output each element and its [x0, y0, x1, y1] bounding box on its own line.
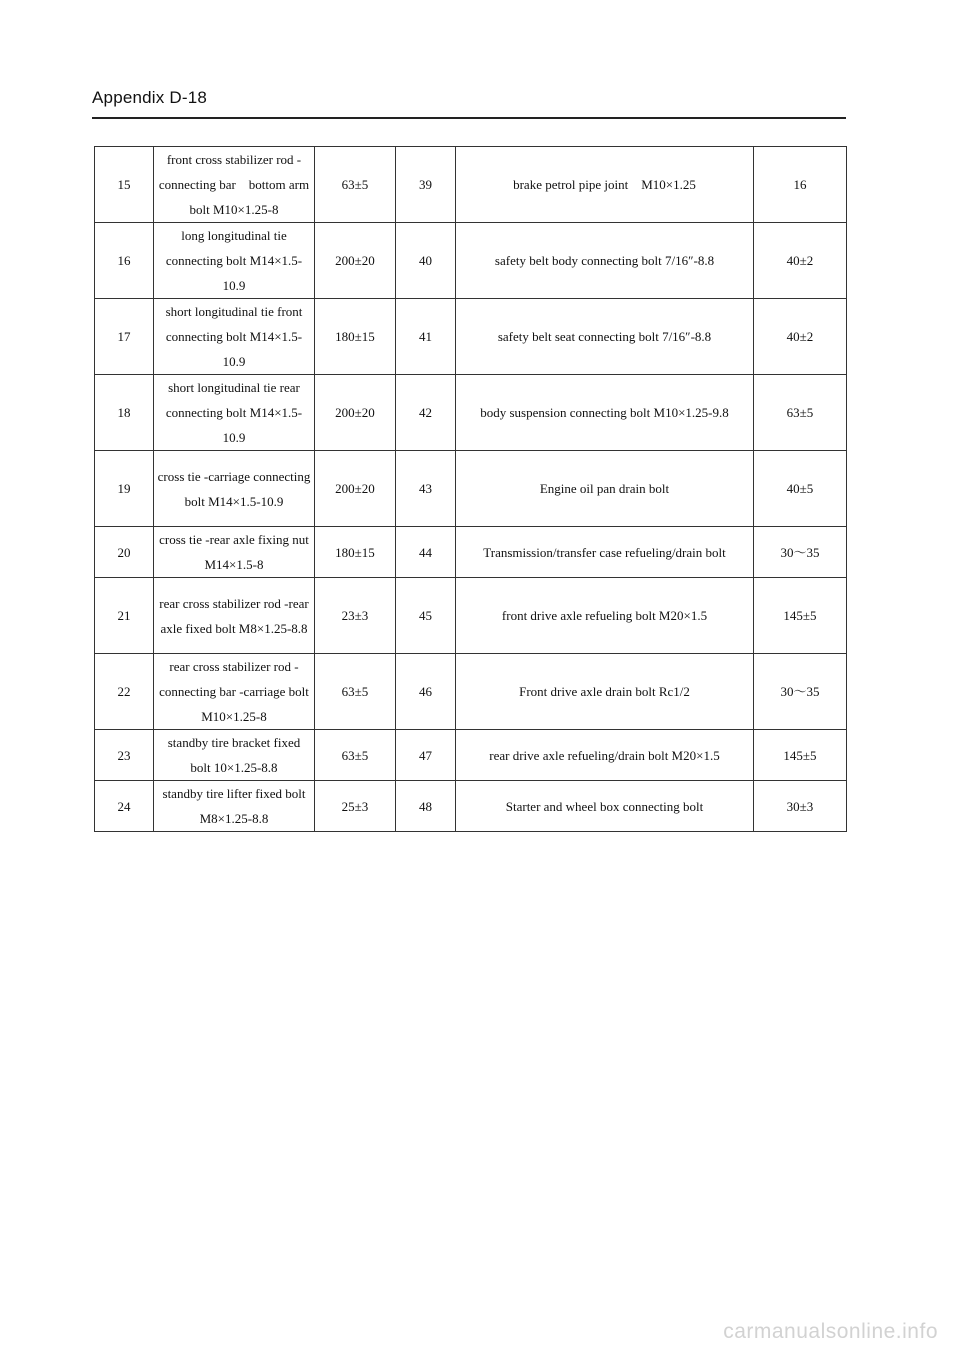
fastener-name: Starter and wheel box connecting bolt — [456, 781, 754, 832]
fastener-name: rear drive axle refueling/drain bolt M20×1.5 — [456, 730, 754, 781]
torque-value: 145±5 — [754, 730, 847, 781]
table-row — [95, 781, 847, 832]
item-number: 40 — [396, 223, 456, 299]
fastener-name: cross tie -rear axle fixing nut M14×1.5-8 — [154, 527, 315, 578]
table-row — [95, 147, 847, 223]
item-number: 22 — [95, 654, 154, 730]
item-number: 46 — [396, 654, 456, 730]
fastener-name: standby tire lifter fixed bolt M8×1.25-8.8 — [154, 781, 315, 832]
fastener-name: brake petrol pipe joint M10×1.25 — [456, 147, 754, 223]
item-number: 47 — [396, 730, 456, 781]
table-row — [95, 578, 847, 654]
table-row — [95, 451, 847, 527]
torque-value: 40±5 — [754, 451, 847, 527]
torque-value: 63±5 — [315, 147, 396, 223]
page-header: Appendix D-18 — [92, 88, 208, 107]
item-number: 42 — [396, 375, 456, 451]
fastener-name: short longitudinal tie front connecting bolt M14×1.5-10.9 — [154, 299, 315, 375]
torque-value: 40±2 — [754, 223, 847, 299]
torque-value: 30±3 — [754, 781, 847, 832]
fastener-name: long longitudinal tie connecting bolt M14×1.5-10.9 — [154, 223, 315, 299]
item-number: 16 — [95, 223, 154, 299]
watermark: carmanualsonline.info — [723, 1320, 938, 1343]
torque-value: 145±5 — [754, 578, 847, 654]
fastener-name: front cross stabilizer rod -connecting bar bottom arm bolt M10×1.25-8 — [154, 147, 315, 223]
table-row — [95, 654, 847, 730]
item-number: 44 — [396, 527, 456, 578]
table-row — [95, 527, 847, 578]
fastener-name: standby tire bracket fixed bolt 10×1.25-8.8 — [154, 730, 315, 781]
fastener-name: rear cross stabilizer rod -rear axle fixed bolt M8×1.25-8.8 — [154, 578, 315, 654]
torque-value: 23±3 — [315, 578, 396, 654]
fastener-name: short longitudinal tie rear connecting bolt M14×1.5-10.9 — [154, 375, 315, 451]
fastener-name: cross tie -carriage connecting bolt M14×1.5-10.9 — [154, 451, 315, 527]
header-rule — [92, 117, 846, 119]
item-number: 23 — [95, 730, 154, 781]
torque-value: 200±20 — [315, 223, 396, 299]
item-number: 15 — [95, 147, 154, 223]
item-number: 20 — [95, 527, 154, 578]
torque-value: 25±3 — [315, 781, 396, 832]
item-number: 24 — [95, 781, 154, 832]
item-number: 21 — [95, 578, 154, 654]
table-row — [95, 223, 847, 299]
torque-value: 63±5 — [315, 654, 396, 730]
fastener-name: rear cross stabilizer rod -connecting bar -carriage bolt M10×1.25-8 — [154, 654, 315, 730]
torque-value: 30～35 — [754, 654, 847, 730]
torque-value: 63±5 — [315, 730, 396, 781]
torque-value: 30～35 — [754, 527, 847, 578]
table-row — [95, 375, 847, 451]
fastener-name: body suspension connecting bolt M10×1.25-9.8 — [456, 375, 754, 451]
torque-value: 200±20 — [315, 375, 396, 451]
fastener-name: front drive axle refueling bolt M20×1.5 — [456, 578, 754, 654]
item-number: 17 — [95, 299, 154, 375]
fastener-name: safety belt seat connecting bolt 7/16″-8.8 — [456, 299, 754, 375]
torque-value: 200±20 — [315, 451, 396, 527]
item-number: 18 — [95, 375, 154, 451]
item-number: 45 — [396, 578, 456, 654]
torque-table — [94, 146, 847, 832]
table-row — [95, 730, 847, 781]
item-number: 48 — [396, 781, 456, 832]
fastener-name: Engine oil pan drain bolt — [456, 451, 754, 527]
fastener-name: safety belt body connecting bolt 7/16″-8.8 — [456, 223, 754, 299]
torque-value: 16 — [754, 147, 847, 223]
table-row — [95, 299, 847, 375]
item-number: 19 — [95, 451, 154, 527]
item-number: 41 — [396, 299, 456, 375]
fastener-name: Transmission/transfer case refueling/drain bolt — [456, 527, 754, 578]
torque-value: 180±15 — [315, 299, 396, 375]
torque-value: 40±2 — [754, 299, 847, 375]
fastener-name: Front drive axle drain bolt Rc1/2 — [456, 654, 754, 730]
torque-value: 63±5 — [754, 375, 847, 451]
table-body — [95, 147, 847, 832]
item-number: 39 — [396, 147, 456, 223]
item-number: 43 — [396, 451, 456, 527]
torque-value: 180±15 — [315, 527, 396, 578]
